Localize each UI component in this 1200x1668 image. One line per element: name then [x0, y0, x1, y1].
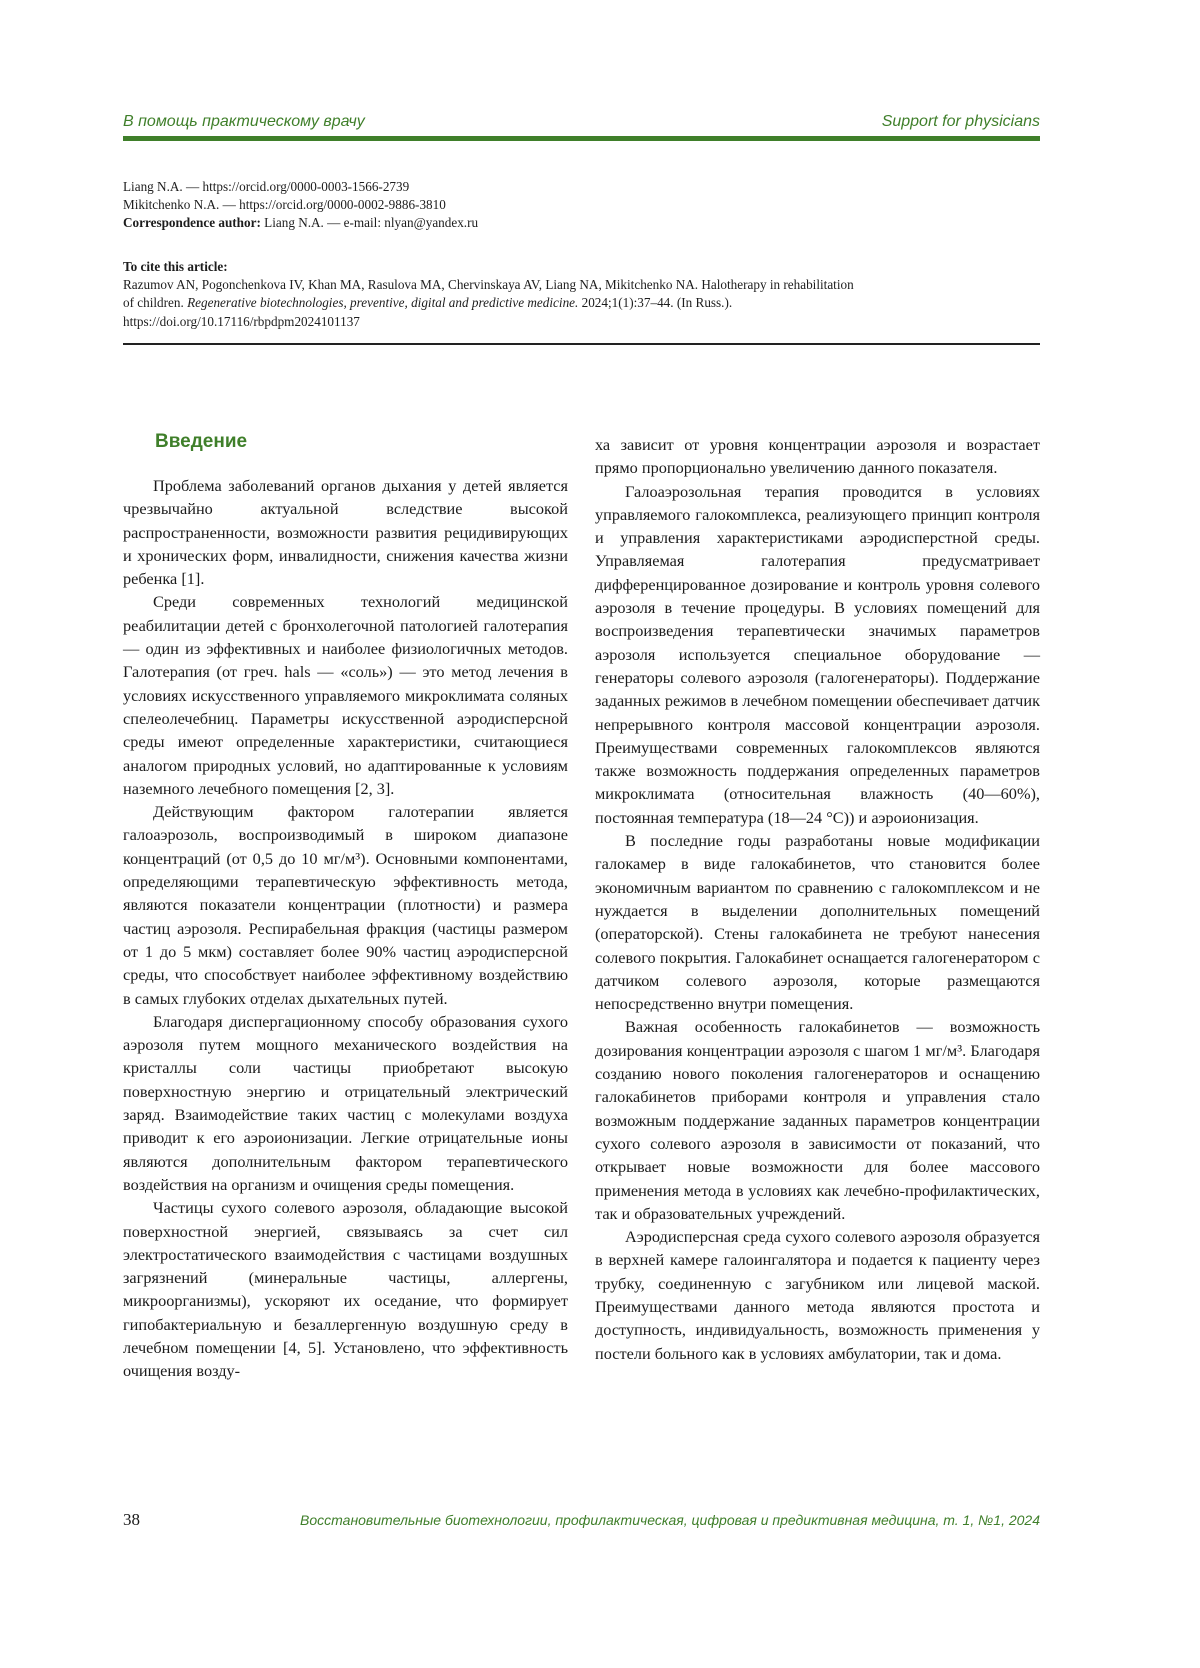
body-paragraph: Проблема заболеваний органов дыхания у детей является чрезвычайно актуальной вследствие высокой распространенности, возможности развития рецидивирующих и хронических форм, инвалидности, снижения качества жизни ребенка [1].	[123, 476, 568, 589]
correspondence-text: Liang N.A. — e-mail: nlyan@yandex.ru	[264, 215, 479, 230]
body-paragraph: В последние годы разработаны новые модификации галокамер в виде галокабинетов, что становится более экономичным вариантом по сравнению с галокомплексом и не нуждается в выделении дополнительных помещений (операторской). Стены галокабинета не требуют нанесения солевого покрытия. Галокабинет оснащается галогенератором с датчиком солевого аэрозоля, которые размещаются непосредственно внутри помещения.	[595, 831, 1040, 1014]
correspondence-label: Correspondence author:	[123, 215, 261, 230]
section-title: Введение	[155, 431, 248, 452]
citation-line	[123, 294, 1040, 312]
body-paragraph: Частицы сухого солевого аэрозоля, обладающие высокой поверхностной энергией, связываясь за счет сил электростатического взаимодействия с частицами воздушных загрязнений (минеральные частицы, аллергены, микроорганизмы), ускоряют их оседание, что формирует гипобактериальную и безаллергенную воздушную среду в лечебном помещении [4, 5]. Установлено, что эффективность очищения возду-	[123, 1198, 568, 1381]
journal-footer: Восстановительные биотехнологии, профилактическая, цифровая и предиктивная медицина, т. 1, №1, 2024	[300, 1512, 1040, 1528]
author-orcid-line: Liang N.A. — https://orcid.org/0000-0003-1566-2739	[123, 179, 410, 194]
citation-doi[interactable]: https://doi.org/10.17116/rbpdpm2024101137	[123, 313, 360, 329]
body-paragraph: ха зависит от уровня концентрации аэрозоля и возрастает прямо пропорционально увеличению данного показателя.	[595, 435, 1040, 478]
citation-title: To cite this article:	[123, 259, 228, 274]
right-column	[595, 433, 1040, 1365]
citation-text: 2024;1(1):37–44. (In Russ.).	[581, 295, 733, 311]
citation-journal: Regenerative biotechnologies, preventive, digital and predictive medicine.	[187, 295, 579, 311]
body-paragraph: Благодаря диспергационному способу образования сухого аэрозоля путем мощного механического воздействия на кристаллы соли частицы приобретают высокую поверхностную энергию и отрицательный электрический заряд. Взаимодействие таких частиц с молекулами воздуха приводит к его аэроионизации. Легкие отрицательные ионы являются дополнительным фактором терапевтического воздействия на организм и очищения среды помещения.	[123, 1011, 568, 1194]
body-paragraph: Аэродисперсная среда сухого солевого аэрозоля образуется в верхней камере галоингалятора и подается к пациенту через трубку, соединенную с загубником или лицевой маской. Преимуществами данного метода являются простота и доступность, индивидуальность, возможность применения у постели больного как в условиях амбулатории, так и дома.	[595, 1227, 1040, 1363]
body-paragraph: Галоаэрозольная терапия проводится в условиях управляемого галокомплекса, реализующего принцип контроля и управления характеристиками аэродисперстной среды. Управляемая галотерапия предусматривает дифференцированное дозирование и контроль уровня солевого аэрозоля в течение процедуры. В условиях помещений для воспроизведения терапевтически значимых параметров аэрозоля используется специальное оборудование — генераторы солевого аэрозоля (галогенераторы). Поддержание заданных режимов в лечебном помещении обеспечивает датчик непрерывного контроля массовой концентрации аэрозоля. Преимуществами современных галокомплексов являются также возможность поддержания определенных параметров микроклимата (относительная влажность (40—60%), постоянная температура (18—24 °C)) и аэроионизация.	[595, 481, 1040, 827]
running-header-section: В помощь практическому врачу	[123, 113, 365, 130]
author-orcid-line: Mikitchenko N.A. — https://orcid.org/0000-0002-9886-3810	[123, 197, 446, 212]
body-paragraph: Важная особенность галокабинетов — возможность дозирования концентрации аэрозоля с шагом 1 мг/м³. Благодаря созданию нового поколения галогенераторов и оснащению галокабинетов приборами контроля и управления стало возможным поддержание заданных параметров концентрации сухого солевого аэрозоля в зависимости от показаний, что открывает новые возможности для более массового применения метода в условиях как лечебно-профилактических, так и образовательных учреждений.	[595, 1017, 1040, 1223]
running-header-section-en: Support for physicians	[881, 113, 1040, 130]
left-column	[123, 430, 568, 1383]
running-header	[123, 111, 1040, 137]
citation-text: of children.	[123, 295, 184, 311]
page-number: 38	[123, 1510, 140, 1529]
body-paragraph: Действующим фактором галотерапии является галоаэрозоль, воспроизводимый в широком диапазоне концентраций (от 0,5 до 10 мг/м³). Основными компонентами, определяющими терапевтическую эффективность метода, являются показатели концентрации (плотности) и размера частиц аэрозоля. Респирабельная фракция (частицы размером от 1 до 5 мкм) составляет более 90% частиц аэродисперсной среды, что способствует наиболее эффективному воздействию в самых глубоких отделах дыхательных путей.	[123, 802, 568, 1008]
citation-line: Razumov AN, Pogonchenkova IV, Khan MA, Rasulova MA, Chervinskaya AV, Liang NA, Mikitchenko NA. Halotherapy in rehabilitation	[123, 277, 854, 293]
author-orcid-block	[123, 178, 1040, 232]
section-divider	[123, 343, 1040, 345]
correspondence-line	[123, 214, 1040, 232]
citation-block	[123, 258, 1040, 331]
body-paragraph: Среди современных технологий медицинской реабилитации детей с бронхолегочной патологией галотерапия — один из эффективных и наиболее физиологичных методов. Галотерапия (от греч. hals — «соль») — это метод лечения в условиях искусственного управляемого микроклимата соляных спелеолечебниц. Параметры искусственной аэродисперсной среды имеют определенные характеристики, считающиеся аналогом природных условий, но адаптированные к условиям наземного лечебного помещения [2, 3].	[123, 592, 568, 798]
header-rule	[123, 136, 1040, 141]
